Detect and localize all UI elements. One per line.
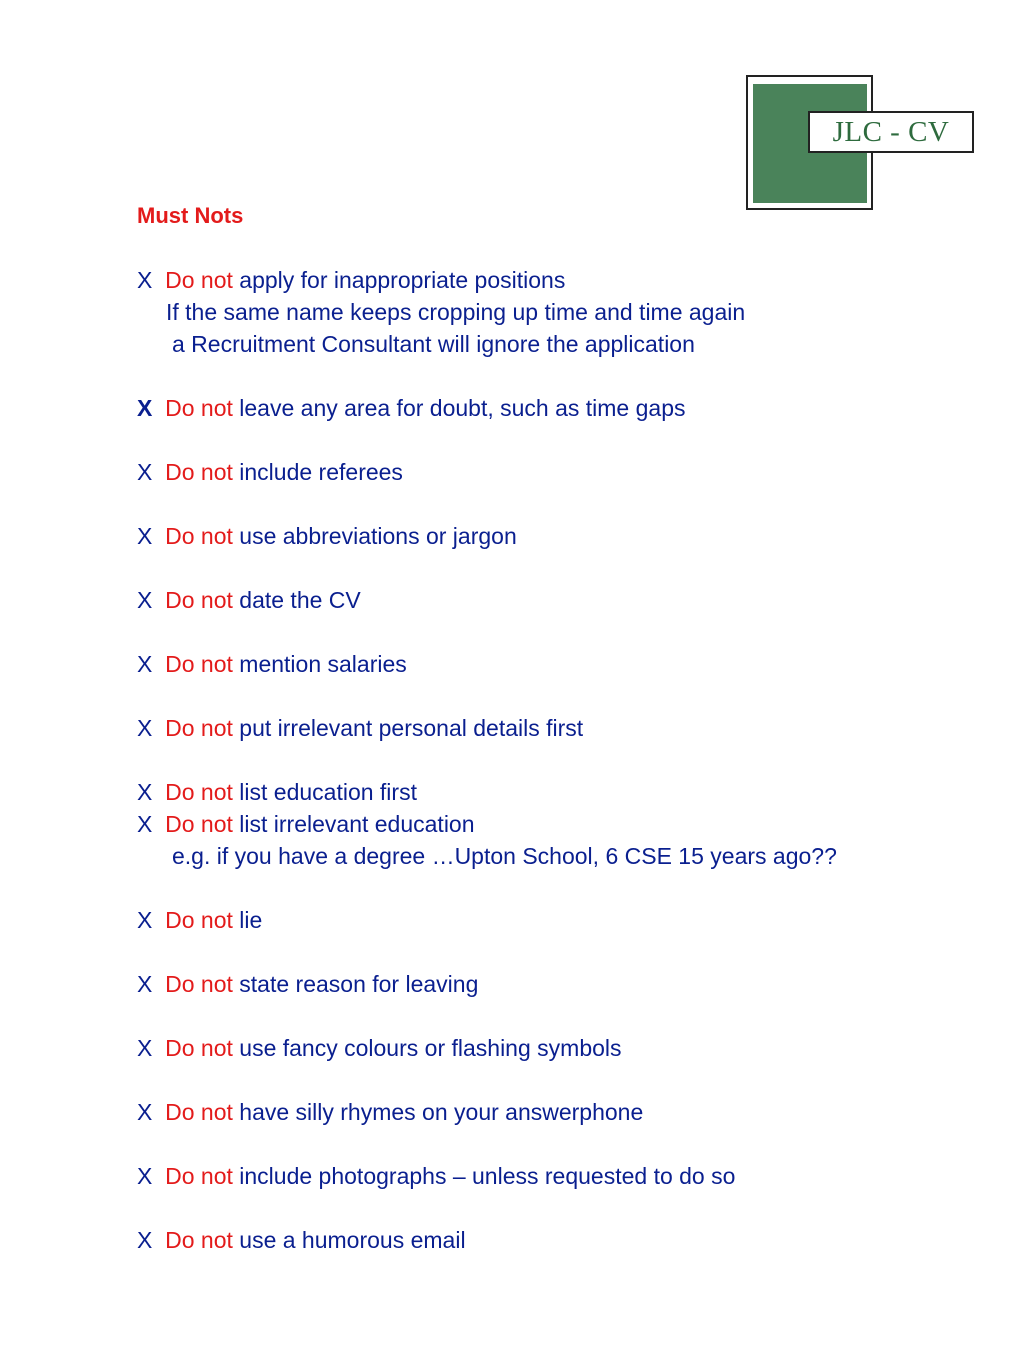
item-text: use a humorous email xyxy=(239,1227,466,1253)
item-text: leave any area for doubt, such as time gaps xyxy=(239,395,686,421)
item-text: lie xyxy=(239,907,263,933)
list-item xyxy=(137,584,997,616)
x-marker: X xyxy=(137,395,153,421)
do-not-label: Do not xyxy=(165,587,233,613)
do-not-label: Do not xyxy=(165,1099,233,1125)
item-text: include photographs – unless requested to do so xyxy=(239,1163,736,1189)
x-marker: X xyxy=(137,1227,153,1253)
item-subtext: If the same name keeps cropping up time and time again xyxy=(166,299,746,325)
list-item xyxy=(137,1160,997,1192)
do-not-label: Do not xyxy=(165,971,233,997)
list-item xyxy=(137,264,997,296)
list-item xyxy=(137,776,997,808)
x-marker: X xyxy=(137,811,153,837)
item-subtext: e.g. if you have a degree …Upton School, 6 CSE 15 years ago?? xyxy=(172,843,837,869)
item-text: list education first xyxy=(239,779,417,805)
do-not-label: Do not xyxy=(165,395,233,421)
do-not-label: Do not xyxy=(165,1163,233,1189)
x-marker: X xyxy=(137,1035,153,1061)
do-not-label: Do not xyxy=(165,779,233,805)
x-marker: X xyxy=(137,267,153,293)
do-not-label: Do not xyxy=(165,459,233,485)
list-item xyxy=(137,1224,997,1256)
x-marker: X xyxy=(137,907,153,933)
jlc-cv-logo xyxy=(746,75,972,209)
list-item xyxy=(137,712,997,744)
do-not-label: Do not xyxy=(165,811,233,837)
list-item xyxy=(137,456,997,488)
item-text: use fancy colours or flashing symbols xyxy=(239,1035,622,1061)
list-item xyxy=(137,648,997,680)
item-text: use abbreviations or jargon xyxy=(239,523,517,549)
x-marker: X xyxy=(137,1099,153,1125)
item-text: apply for inappropriate positions xyxy=(239,267,566,293)
x-marker: X xyxy=(137,1163,153,1189)
x-marker: X xyxy=(137,971,153,997)
do-not-label: Do not xyxy=(165,651,233,677)
list-item xyxy=(137,808,997,840)
item-text: have silly rhymes on your answerphone xyxy=(239,1099,644,1125)
list-item xyxy=(137,1032,997,1064)
x-marker: X xyxy=(137,715,153,741)
x-marker: X xyxy=(137,523,153,549)
list-item xyxy=(137,904,997,936)
do-not-label: Do not xyxy=(165,267,233,293)
item-text: include referees xyxy=(239,459,403,485)
do-not-label: Do not xyxy=(165,1035,233,1061)
do-not-label: Do not xyxy=(165,1227,233,1253)
list-item xyxy=(137,1096,997,1128)
x-marker: X xyxy=(137,651,153,677)
logo-label: JLC - CV xyxy=(808,111,974,153)
do-not-label: Do not xyxy=(165,523,233,549)
x-marker: X xyxy=(137,459,153,485)
item-subtext: a Recruitment Consultant will ignore the application xyxy=(172,331,695,357)
do-not-label: Do not xyxy=(165,715,233,741)
item-text: list irrelevant education xyxy=(239,811,475,837)
do-not-label: Do not xyxy=(165,907,233,933)
item-text: mention salaries xyxy=(239,651,407,677)
item-text: date the CV xyxy=(239,587,361,613)
list-item xyxy=(137,392,997,424)
list-item xyxy=(137,968,997,1000)
list-item xyxy=(137,520,997,552)
x-marker: X xyxy=(137,587,153,613)
page-title: Must Nots xyxy=(137,203,244,228)
x-marker: X xyxy=(137,779,153,805)
item-text: state reason for leaving xyxy=(239,971,479,997)
item-text: put irrelevant personal details first xyxy=(239,715,584,741)
must-nots-list xyxy=(137,200,997,1256)
